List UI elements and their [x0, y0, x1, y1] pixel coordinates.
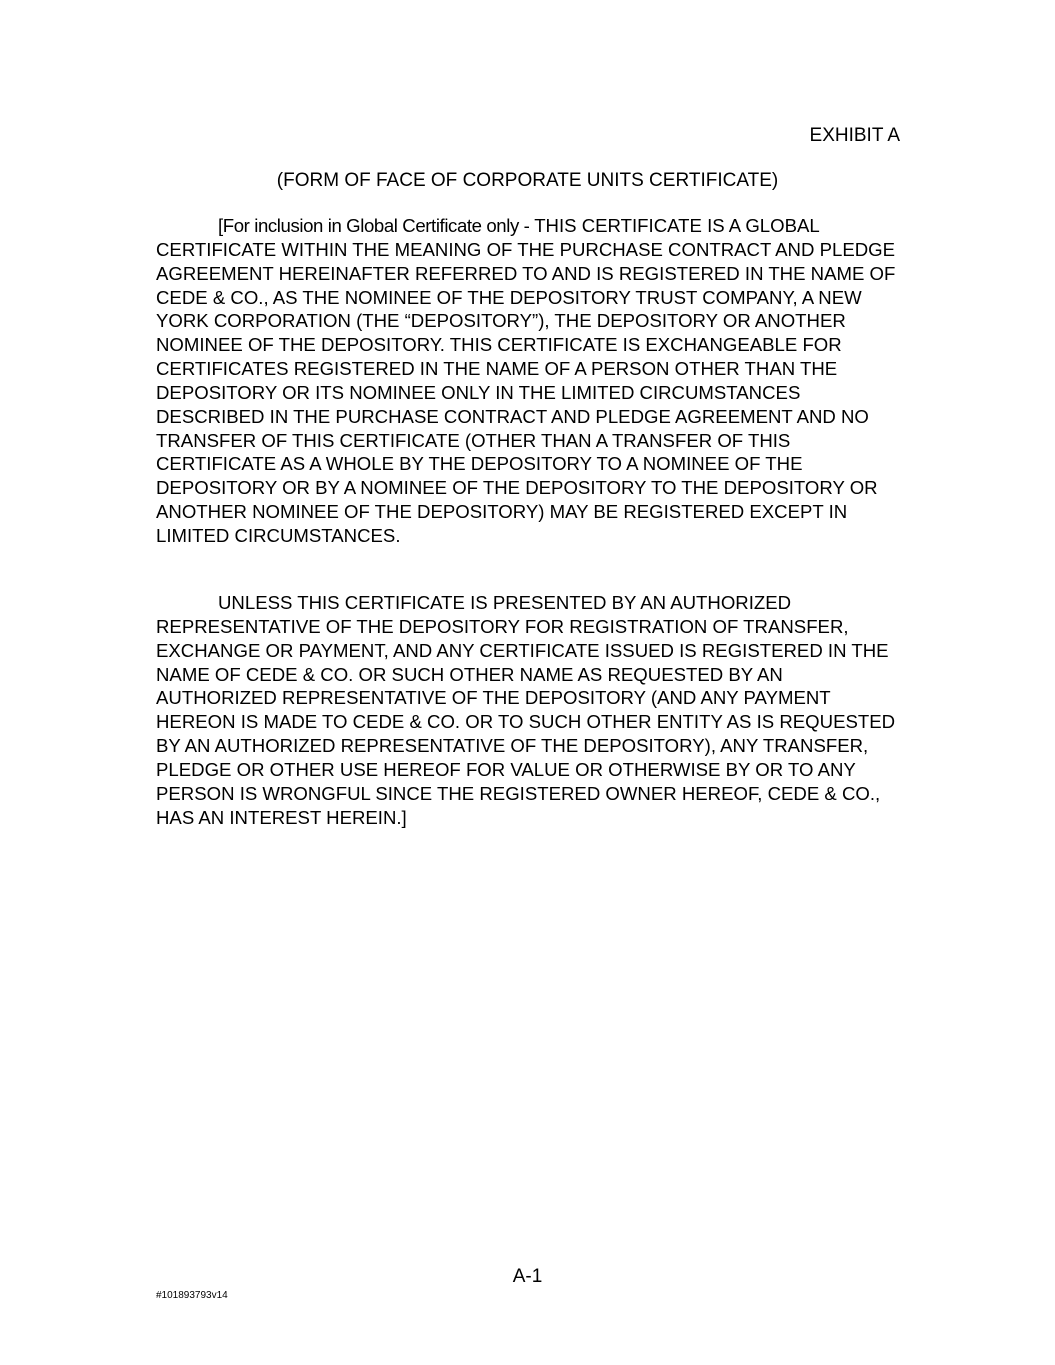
form-title: (FORM OF FACE OF CORPORATE UNITS CERTIFICATE): [276, 170, 779, 191]
paragraph-text: THIS CERTIFICATE IS A GLOBAL CERTIFICATE WITHIN THE MEANING OF THE PURCHASE CONTRACT AND PLEDGE AGREEMENT HEREINAFTER REFERRED TO AND IS REGISTERED IN THE NAME OF CEDE & CO., AS THE NOMINEE OF THE DEPOSITORY TRUST COMPANY, A NEW YORK CORPORATION (THE “DEPOSITORY”), THE DEPOSITORY OR ANOTHER NOMINEE OF THE DEPOSITORY. THIS CERTIFICATE IS EXCHANGEABLE FOR CERTIFICATES REGISTERED IN THE NAME OF A PERSON OTHER THAN THE DEPOSITORY OR ITS NOMINEE ONLY IN THE LIMITED CIRCUMSTANCES DESCRIBED IN THE PURCHASE CONTRACT AND PLEDGE AGREEMENT AND NO TRANSFER OF THIS CERTIFICATE (OTHER THAN A TRANSFER OF THIS CERTIFICATE AS A WHOLE BY THE DEPOSITORY TO A NOMINEE OF THE DEPOSITORY OR BY A NOMINEE OF THE DEPOSITORY TO THE DEPOSITORY OR ANOTHER NOMINEE OF THE DEPOSITORY) MAY BE REGISTERED EXCEPT IN LIMITED CIRCUMSTANCES.: [156, 215, 896, 546]
legend-paragraph-transfer: [156, 591, 902, 829]
paragraph-lead-in: [For inclusion in Global Certificate only -: [218, 215, 535, 236]
legend-paragraph-global: [156, 214, 902, 548]
paragraph-text: UNLESS THIS CERTIFICATE IS PRESENTED BY AN AUTHORIZED REPRESENTATIVE OF THE DEPOSITORY FOR REGISTRATION OF TRANSFER, EXCHANGE OR PAYMENT, AND ANY CERTIFICATE ISSUED IS REGISTERED IN THE NAME OF CEDE & CO. OR SUCH OTHER NAME AS REQUESTED BY AN AUTHORIZED REPRESENTATIVE OF THE DEPOSITORY (AND ANY PAYMENT HEREON IS MADE TO CEDE & CO. OR TO SUCH OTHER ENTITY AS IS REQUESTED BY AN AUTHORIZED REPRESENTATIVE OF THE DEPOSITORY), ANY TRANSFER, PLEDGE OR OTHER USE HEREOF FOR VALUE OR OTHERWISE BY OR TO ANY PERSON IS WRONGFUL SINCE THE REGISTERED OWNER HEREOF, CEDE & CO., HAS AN INTEREST HEREIN.]: [156, 592, 896, 828]
document-id: #101893793v14: [156, 1290, 228, 1301]
exhibit-label: EXHIBIT A: [809, 125, 900, 146]
page-number: A-1: [512, 1266, 543, 1287]
